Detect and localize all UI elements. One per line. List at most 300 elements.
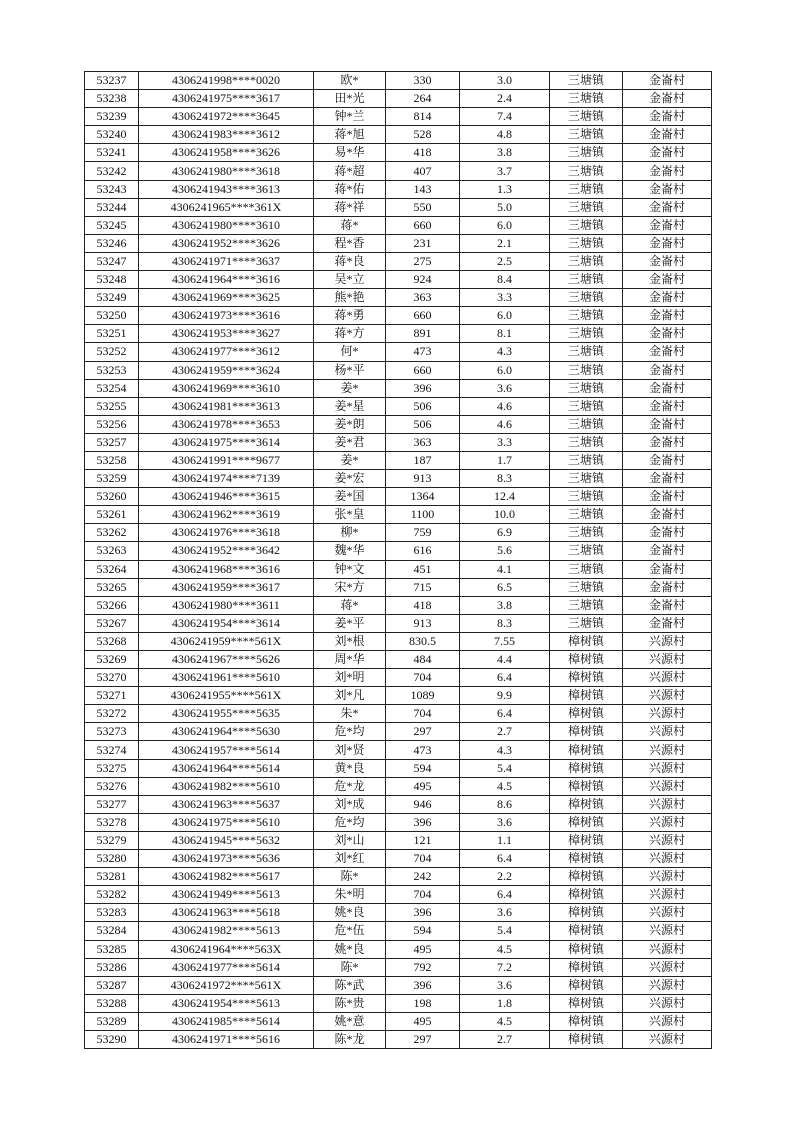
cell-town: 樟树镇: [550, 850, 623, 868]
cell-value: 6.0: [460, 307, 550, 325]
table-row: [85, 126, 712, 144]
cell-id-number: 4306241967****5626: [139, 651, 314, 669]
cell-id: 53245: [85, 216, 139, 234]
cell-id: 53288: [85, 994, 139, 1012]
cell-amount: 792: [386, 958, 460, 976]
cell-id-number: 4306241963****5618: [139, 904, 314, 922]
cell-name: 姜*: [314, 451, 386, 469]
cell-village: 金崙村: [623, 180, 712, 198]
cell-name: 欧*: [314, 72, 386, 90]
table-row: [85, 361, 712, 379]
cell-village: 金崙村: [623, 506, 712, 524]
cell-value: 10.0: [460, 506, 550, 524]
cell-town: 樟树镇: [550, 831, 623, 849]
table-row: [85, 614, 712, 632]
cell-value: 2.7: [460, 723, 550, 741]
cell-village: 兴源村: [623, 705, 712, 723]
table-row: [85, 741, 712, 759]
cell-id: 53285: [85, 940, 139, 958]
cell-amount: 660: [386, 216, 460, 234]
cell-value: 6.5: [460, 578, 550, 596]
cell-village: 兴源村: [623, 868, 712, 886]
cell-town: 三塘镇: [550, 470, 623, 488]
cell-village: 兴源村: [623, 1030, 712, 1048]
cell-village: 金崙村: [623, 72, 712, 90]
cell-id-number: 4306241998****0020: [139, 72, 314, 90]
cell-id: 53265: [85, 578, 139, 596]
cell-id: 53269: [85, 651, 139, 669]
cell-name: 朱*: [314, 705, 386, 723]
cell-id-number: 4306241972****561X: [139, 976, 314, 994]
cell-town: 三塘镇: [550, 596, 623, 614]
cell-value: 8.6: [460, 795, 550, 813]
cell-value: 5.0: [460, 198, 550, 216]
cell-id-number: 4306241952****3642: [139, 542, 314, 560]
cell-value: 3.8: [460, 596, 550, 614]
cell-amount: 594: [386, 922, 460, 940]
cell-town: 樟树镇: [550, 994, 623, 1012]
cell-id: 53248: [85, 271, 139, 289]
cell-amount: 495: [386, 1012, 460, 1030]
table-row: [85, 162, 712, 180]
cell-amount: 660: [386, 361, 460, 379]
cell-value: 3.6: [460, 904, 550, 922]
cell-name: 蒋*祥: [314, 198, 386, 216]
cell-name: 钟*文: [314, 560, 386, 578]
cell-id: 53277: [85, 795, 139, 813]
cell-value: 6.4: [460, 850, 550, 868]
table-row: [85, 850, 712, 868]
cell-id: 53257: [85, 433, 139, 451]
cell-id-number: 4306241964****5630: [139, 723, 314, 741]
cell-village: 金崙村: [623, 614, 712, 632]
cell-id-number: 4306241952****3626: [139, 234, 314, 252]
records-table: [84, 71, 712, 1049]
cell-amount: 550: [386, 198, 460, 216]
cell-id-number: 4306241976****3618: [139, 524, 314, 542]
cell-town: 三塘镇: [550, 397, 623, 415]
cell-value: 2.4: [460, 90, 550, 108]
cell-town: 樟树镇: [550, 777, 623, 795]
cell-town: 樟树镇: [550, 705, 623, 723]
table-row: [85, 542, 712, 560]
cell-id: 53279: [85, 831, 139, 849]
cell-id-number: 4306241968****3616: [139, 560, 314, 578]
table-row: [85, 1030, 712, 1048]
cell-name: 蒋*勇: [314, 307, 386, 325]
cell-id: 53254: [85, 379, 139, 397]
cell-amount: 264: [386, 90, 460, 108]
cell-id-number: 4306241980****3611: [139, 596, 314, 614]
cell-village: 兴源村: [623, 994, 712, 1012]
cell-id: 53259: [85, 470, 139, 488]
cell-id: 53250: [85, 307, 139, 325]
cell-amount: 704: [386, 705, 460, 723]
cell-name: 魏*华: [314, 542, 386, 560]
cell-value: 2.7: [460, 1030, 550, 1048]
cell-name: 张*皇: [314, 506, 386, 524]
cell-amount: 363: [386, 289, 460, 307]
cell-name: 刘*红: [314, 850, 386, 868]
cell-village: 金崙村: [623, 162, 712, 180]
cell-town: 樟树镇: [550, 669, 623, 687]
cell-id: 53243: [85, 180, 139, 198]
cell-amount: 1089: [386, 687, 460, 705]
cell-amount: 594: [386, 759, 460, 777]
cell-amount: 473: [386, 741, 460, 759]
cell-value: 7.4: [460, 108, 550, 126]
cell-amount: 528: [386, 126, 460, 144]
cell-town: 樟树镇: [550, 723, 623, 741]
cell-amount: 495: [386, 940, 460, 958]
cell-name: 周*华: [314, 651, 386, 669]
cell-town: 樟树镇: [550, 651, 623, 669]
cell-id-number: 4306241955****561X: [139, 687, 314, 705]
cell-amount: 297: [386, 723, 460, 741]
records-table-body: [85, 72, 712, 1049]
cell-name: 危*均: [314, 813, 386, 831]
cell-id: 53251: [85, 325, 139, 343]
cell-value: 4.6: [460, 397, 550, 415]
cell-amount: 660: [386, 307, 460, 325]
cell-village: 兴源村: [623, 922, 712, 940]
cell-name: 刘*根: [314, 632, 386, 650]
cell-value: 7.55: [460, 632, 550, 650]
cell-village: 金崙村: [623, 397, 712, 415]
cell-town: 三塘镇: [550, 234, 623, 252]
cell-village: 兴源村: [623, 687, 712, 705]
cell-value: 4.3: [460, 741, 550, 759]
cell-village: 金崙村: [623, 524, 712, 542]
cell-town: 三塘镇: [550, 90, 623, 108]
cell-value: 1.1: [460, 831, 550, 849]
table-row: [85, 415, 712, 433]
cell-id: 53267: [85, 614, 139, 632]
cell-village: 金崙村: [623, 271, 712, 289]
cell-village: 兴源村: [623, 831, 712, 849]
cell-amount: 231: [386, 234, 460, 252]
cell-village: 金崙村: [623, 252, 712, 270]
cell-name: 黄*良: [314, 759, 386, 777]
cell-value: 8.3: [460, 470, 550, 488]
cell-amount: 396: [386, 976, 460, 994]
cell-name: 蒋*佑: [314, 180, 386, 198]
cell-village: 金崙村: [623, 542, 712, 560]
cell-town: 三塘镇: [550, 488, 623, 506]
cell-amount: 924: [386, 271, 460, 289]
cell-village: 兴源村: [623, 886, 712, 904]
cell-town: 三塘镇: [550, 180, 623, 198]
cell-town: 樟树镇: [550, 1012, 623, 1030]
cell-name: 蒋*: [314, 216, 386, 234]
cell-value: 1.3: [460, 180, 550, 198]
cell-id-number: 4306241985****5614: [139, 1012, 314, 1030]
cell-amount: 396: [386, 379, 460, 397]
cell-town: 三塘镇: [550, 614, 623, 632]
cell-value: 4.3: [460, 343, 550, 361]
cell-amount: 396: [386, 813, 460, 831]
cell-village: 兴源村: [623, 1012, 712, 1030]
cell-town: 三塘镇: [550, 433, 623, 451]
table-row: [85, 687, 712, 705]
cell-name: 蒋*旭: [314, 126, 386, 144]
cell-town: 三塘镇: [550, 325, 623, 343]
cell-id-number: 4306241969****3610: [139, 379, 314, 397]
cell-town: 樟树镇: [550, 632, 623, 650]
cell-town: 樟树镇: [550, 687, 623, 705]
cell-village: 兴源村: [623, 958, 712, 976]
cell-amount: 330: [386, 72, 460, 90]
cell-town: 三塘镇: [550, 343, 623, 361]
table-row: [85, 759, 712, 777]
table-row: [85, 234, 712, 252]
cell-name: 姜*平: [314, 614, 386, 632]
cell-name: 宋*方: [314, 578, 386, 596]
table-row: [85, 108, 712, 126]
cell-id: 53264: [85, 560, 139, 578]
cell-name: 蒋*良: [314, 252, 386, 270]
cell-value: 1.7: [460, 451, 550, 469]
cell-value: 1.8: [460, 994, 550, 1012]
table-row: [85, 831, 712, 849]
cell-amount: 187: [386, 451, 460, 469]
cell-value: 2.5: [460, 252, 550, 270]
cell-value: 8.4: [460, 271, 550, 289]
cell-id: 53268: [85, 632, 139, 650]
cell-village: 金崙村: [623, 144, 712, 162]
cell-name: 刘*凡: [314, 687, 386, 705]
cell-name: 田*光: [314, 90, 386, 108]
cell-village: 金崙村: [623, 361, 712, 379]
cell-id-number: 4306241943****3613: [139, 180, 314, 198]
cell-id: 53256: [85, 415, 139, 433]
cell-id-number: 4306241964****563X: [139, 940, 314, 958]
cell-id-number: 4306241982****5617: [139, 868, 314, 886]
cell-village: 兴源村: [623, 777, 712, 795]
cell-name: 姚*意: [314, 1012, 386, 1030]
cell-name: 易*华: [314, 144, 386, 162]
cell-name: 蒋*方: [314, 325, 386, 343]
cell-village: 兴源村: [623, 741, 712, 759]
cell-village: 金崙村: [623, 415, 712, 433]
cell-amount: 704: [386, 669, 460, 687]
cell-town: 三塘镇: [550, 144, 623, 162]
cell-town: 三塘镇: [550, 451, 623, 469]
cell-id: 53244: [85, 198, 139, 216]
cell-name: 姜*君: [314, 433, 386, 451]
cell-village: 兴源村: [623, 813, 712, 831]
cell-id-number: 4306241959****3624: [139, 361, 314, 379]
cell-village: 兴源村: [623, 850, 712, 868]
cell-amount: 814: [386, 108, 460, 126]
cell-id-number: 4306241977****5614: [139, 958, 314, 976]
table-row: [85, 669, 712, 687]
cell-id: 53282: [85, 886, 139, 904]
table-row: [85, 777, 712, 795]
cell-name: 刘*山: [314, 831, 386, 849]
cell-town: 三塘镇: [550, 216, 623, 234]
cell-name: 熊*艳: [314, 289, 386, 307]
table-row: [85, 180, 712, 198]
cell-value: 3.3: [460, 289, 550, 307]
cell-town: 樟树镇: [550, 958, 623, 976]
cell-id: 53260: [85, 488, 139, 506]
cell-value: 4.1: [460, 560, 550, 578]
cell-id: 53266: [85, 596, 139, 614]
cell-id: 53262: [85, 524, 139, 542]
cell-town: 樟树镇: [550, 922, 623, 940]
cell-value: 6.4: [460, 669, 550, 687]
cell-town: 樟树镇: [550, 795, 623, 813]
cell-amount: 275: [386, 252, 460, 270]
table-row: [85, 940, 712, 958]
cell-id-number: 4306241975****3617: [139, 90, 314, 108]
cell-village: 金崙村: [623, 488, 712, 506]
cell-name: 何*: [314, 343, 386, 361]
cell-name: 蒋*超: [314, 162, 386, 180]
cell-town: 樟树镇: [550, 904, 623, 922]
cell-village: 兴源村: [623, 795, 712, 813]
cell-amount: 143: [386, 180, 460, 198]
cell-name: 陈*龙: [314, 1030, 386, 1048]
table-row: [85, 922, 712, 940]
cell-id-number: 4306241974****7139: [139, 470, 314, 488]
cell-id-number: 4306241973****3616: [139, 307, 314, 325]
cell-id-number: 4306241949****5613: [139, 886, 314, 904]
cell-amount: 451: [386, 560, 460, 578]
cell-id-number: 4306241963****5637: [139, 795, 314, 813]
cell-value: 3.8: [460, 144, 550, 162]
cell-village: 金崙村: [623, 198, 712, 216]
cell-value: 2.1: [460, 234, 550, 252]
cell-value: 3.6: [460, 813, 550, 831]
cell-town: 樟树镇: [550, 976, 623, 994]
cell-id-number: 4306241981****3613: [139, 397, 314, 415]
cell-town: 樟树镇: [550, 1030, 623, 1048]
cell-id: 53273: [85, 723, 139, 741]
cell-amount: 704: [386, 850, 460, 868]
cell-name: 姚*良: [314, 940, 386, 958]
table-row: [85, 705, 712, 723]
cell-village: 兴源村: [623, 723, 712, 741]
cell-id: 53238: [85, 90, 139, 108]
cell-amount: 363: [386, 433, 460, 451]
cell-id-number: 4306241964****3616: [139, 271, 314, 289]
cell-id-number: 4306241983****3612: [139, 126, 314, 144]
cell-id-number: 4306241975****5610: [139, 813, 314, 831]
cell-amount: 759: [386, 524, 460, 542]
cell-id: 53274: [85, 741, 139, 759]
cell-id-number: 4306241977****3612: [139, 343, 314, 361]
cell-village: 金崙村: [623, 451, 712, 469]
cell-id: 53270: [85, 669, 139, 687]
cell-amount: 418: [386, 144, 460, 162]
table-row: [85, 994, 712, 1012]
cell-amount: 913: [386, 470, 460, 488]
table-row: [85, 1012, 712, 1030]
cell-amount: 506: [386, 397, 460, 415]
cell-amount: 495: [386, 777, 460, 795]
table-row: [85, 451, 712, 469]
table-row: [85, 433, 712, 451]
cell-amount: 473: [386, 343, 460, 361]
cell-id-number: 4306241971****3637: [139, 252, 314, 270]
cell-id: 53287: [85, 976, 139, 994]
cell-id: 53239: [85, 108, 139, 126]
cell-id: 53283: [85, 904, 139, 922]
table-row: [85, 651, 712, 669]
cell-amount: 715: [386, 578, 460, 596]
cell-id-number: 4306241982****5610: [139, 777, 314, 795]
cell-name: 陈*贵: [314, 994, 386, 1012]
cell-id: 53284: [85, 922, 139, 940]
cell-village: 金崙村: [623, 234, 712, 252]
table-row: [85, 723, 712, 741]
cell-value: 5.4: [460, 759, 550, 777]
table-row: [85, 198, 712, 216]
cell-town: 樟树镇: [550, 940, 623, 958]
cell-id: 53247: [85, 252, 139, 270]
cell-town: 樟树镇: [550, 759, 623, 777]
cell-value: 4.8: [460, 126, 550, 144]
cell-village: 金崙村: [623, 560, 712, 578]
cell-town: 三塘镇: [550, 307, 623, 325]
cell-id-number: 4306241973****5636: [139, 850, 314, 868]
cell-value: 4.5: [460, 1012, 550, 1030]
cell-id-number: 4306241965****361X: [139, 198, 314, 216]
cell-value: 12.4: [460, 488, 550, 506]
cell-id: 53263: [85, 542, 139, 560]
cell-id-number: 4306241957****5614: [139, 741, 314, 759]
cell-town: 三塘镇: [550, 506, 623, 524]
cell-value: 3.6: [460, 379, 550, 397]
cell-id: 53276: [85, 777, 139, 795]
cell-id-number: 4306241946****3615: [139, 488, 314, 506]
cell-village: 金崙村: [623, 578, 712, 596]
cell-value: 6.0: [460, 361, 550, 379]
table-row: [85, 560, 712, 578]
cell-name: 姜*星: [314, 397, 386, 415]
cell-id-number: 4306241980****3610: [139, 216, 314, 234]
cell-village: 兴源村: [623, 940, 712, 958]
cell-town: 三塘镇: [550, 252, 623, 270]
cell-village: 兴源村: [623, 651, 712, 669]
cell-name: 危*龙: [314, 777, 386, 795]
cell-id: 53242: [85, 162, 139, 180]
cell-name: 杨*平: [314, 361, 386, 379]
cell-id-number: 4306241978****3653: [139, 415, 314, 433]
table-row: [85, 596, 712, 614]
cell-value: 5.4: [460, 922, 550, 940]
cell-village: 金崙村: [623, 433, 712, 451]
table-row: [85, 868, 712, 886]
cell-id: 53258: [85, 451, 139, 469]
cell-village: 金崙村: [623, 126, 712, 144]
cell-amount: 242: [386, 868, 460, 886]
table-row: [85, 90, 712, 108]
cell-value: 3.0: [460, 72, 550, 90]
cell-town: 三塘镇: [550, 415, 623, 433]
cell-name: 刘*贤: [314, 741, 386, 759]
cell-amount: 121: [386, 831, 460, 849]
cell-town: 三塘镇: [550, 289, 623, 307]
cell-id: 53280: [85, 850, 139, 868]
cell-value: 6.4: [460, 886, 550, 904]
cell-town: 樟树镇: [550, 813, 623, 831]
table-row: [85, 216, 712, 234]
cell-id: 53252: [85, 343, 139, 361]
cell-id: 53249: [85, 289, 139, 307]
